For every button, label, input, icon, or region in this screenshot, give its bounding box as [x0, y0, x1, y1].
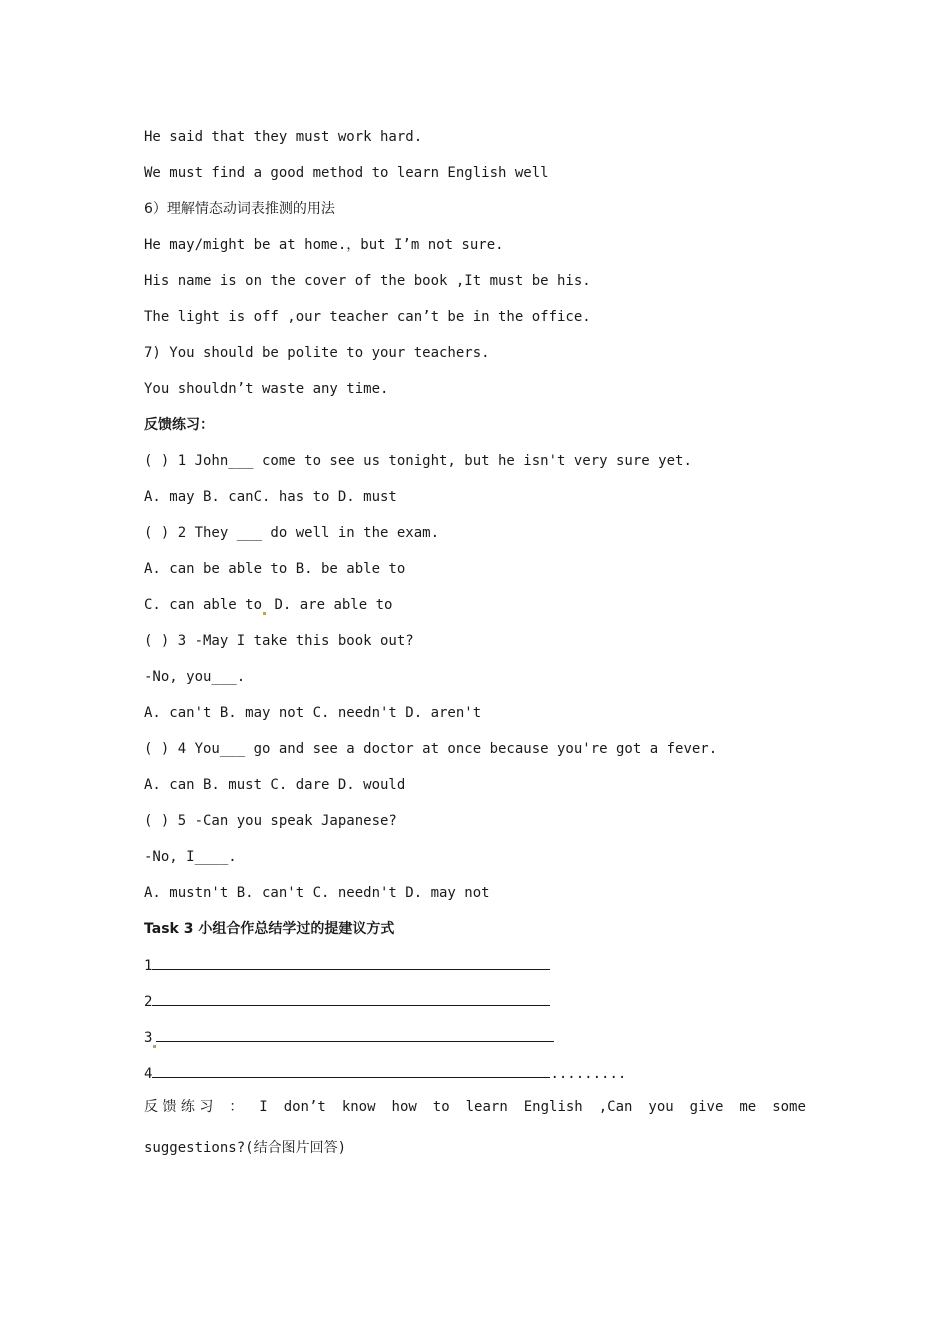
- options: A. can be able to B. be able to: [144, 561, 406, 577]
- question: ( ) 1 John___ come to see us tonight, but he isn't very sure yet.: [144, 453, 692, 469]
- word: know: [341, 1099, 376, 1115]
- text-line: You shouldn’t waste any time.: [144, 381, 389, 397]
- edit-mark: [153, 1045, 156, 1048]
- options: A. may B. canC. has to D. must: [144, 489, 397, 505]
- task3-title: Task 3 小组合作总结学过的提建议方式: [144, 921, 395, 937]
- option-text: C. can able to: [144, 597, 263, 613]
- word: to: [432, 1099, 450, 1115]
- blank-number: 1: [144, 958, 153, 974]
- feedback-title: 反馈练习：: [144, 417, 214, 433]
- options: A. can B. must C. dare D. would: [144, 777, 406, 793]
- final-prompt-line2: suggestions?(结合图片回答): [144, 1140, 347, 1156]
- text-line: 7) You should be polite to your teachers.: [144, 345, 490, 361]
- colon: ：: [229, 1099, 244, 1115]
- word: me: [739, 1099, 757, 1115]
- text-line: We must find a good method to learn English well: [144, 165, 549, 181]
- answer-blank[interactable]: [152, 991, 550, 1006]
- question: ( ) 3 -May I take this book out?: [144, 633, 414, 649]
- word: some: [772, 1099, 806, 1115]
- options: [144, 595, 392, 615]
- edit-mark: [263, 612, 266, 615]
- answer-blank[interactable]: [152, 1063, 550, 1078]
- word: learn: [465, 1099, 508, 1115]
- blank-number: 4: [144, 1066, 153, 1082]
- blank-number: 3: [144, 1030, 153, 1046]
- word: don’t: [283, 1099, 326, 1115]
- answer-line: -No, you___.: [144, 669, 246, 685]
- text-line: He may/might be at home.，but I’m not sure.: [144, 237, 504, 253]
- word: ,Can: [598, 1099, 633, 1115]
- question: ( ) 2 They ___ do well in the exam.: [144, 525, 440, 541]
- word: give: [689, 1099, 724, 1115]
- text-line: He said that they must work hard.: [144, 129, 423, 145]
- blank-line: [144, 991, 550, 1012]
- feedback-label: 反 馈 练 习: [144, 1099, 214, 1115]
- text-line: His name is on the cover of the book ,It must be his.: [144, 273, 591, 289]
- question: ( ) 5 -Can you speak Japanese?: [144, 813, 397, 829]
- blank-line: [144, 1027, 554, 1048]
- answer-blank[interactable]: [156, 1027, 554, 1042]
- word: English: [523, 1099, 583, 1115]
- options: A. mustn't B. can't C. needn't D. may not: [144, 885, 490, 901]
- word: you: [648, 1099, 674, 1115]
- word: how: [391, 1099, 417, 1115]
- text-line: The light is off ,our teacher can’t be in the office.: [144, 309, 591, 325]
- final-prompt-line: [144, 1097, 806, 1117]
- answer-line: -No, I____.: [144, 849, 237, 865]
- blank-line: [144, 955, 550, 976]
- word: I: [259, 1099, 268, 1115]
- ellipsis: .........: [550, 1066, 627, 1082]
- option-text: D. are able to: [274, 597, 393, 613]
- blank-line: [144, 1063, 626, 1084]
- question: ( ) 4 You___ go and see a doctor at once because you're got a fever.: [144, 741, 718, 757]
- answer-blank[interactable]: [152, 955, 550, 970]
- section-heading: 6）理解情态动词表推测的用法: [144, 201, 335, 217]
- options: A. can't B. may not C. needn't D. aren't: [144, 705, 482, 721]
- blank-number: 2: [144, 994, 153, 1010]
